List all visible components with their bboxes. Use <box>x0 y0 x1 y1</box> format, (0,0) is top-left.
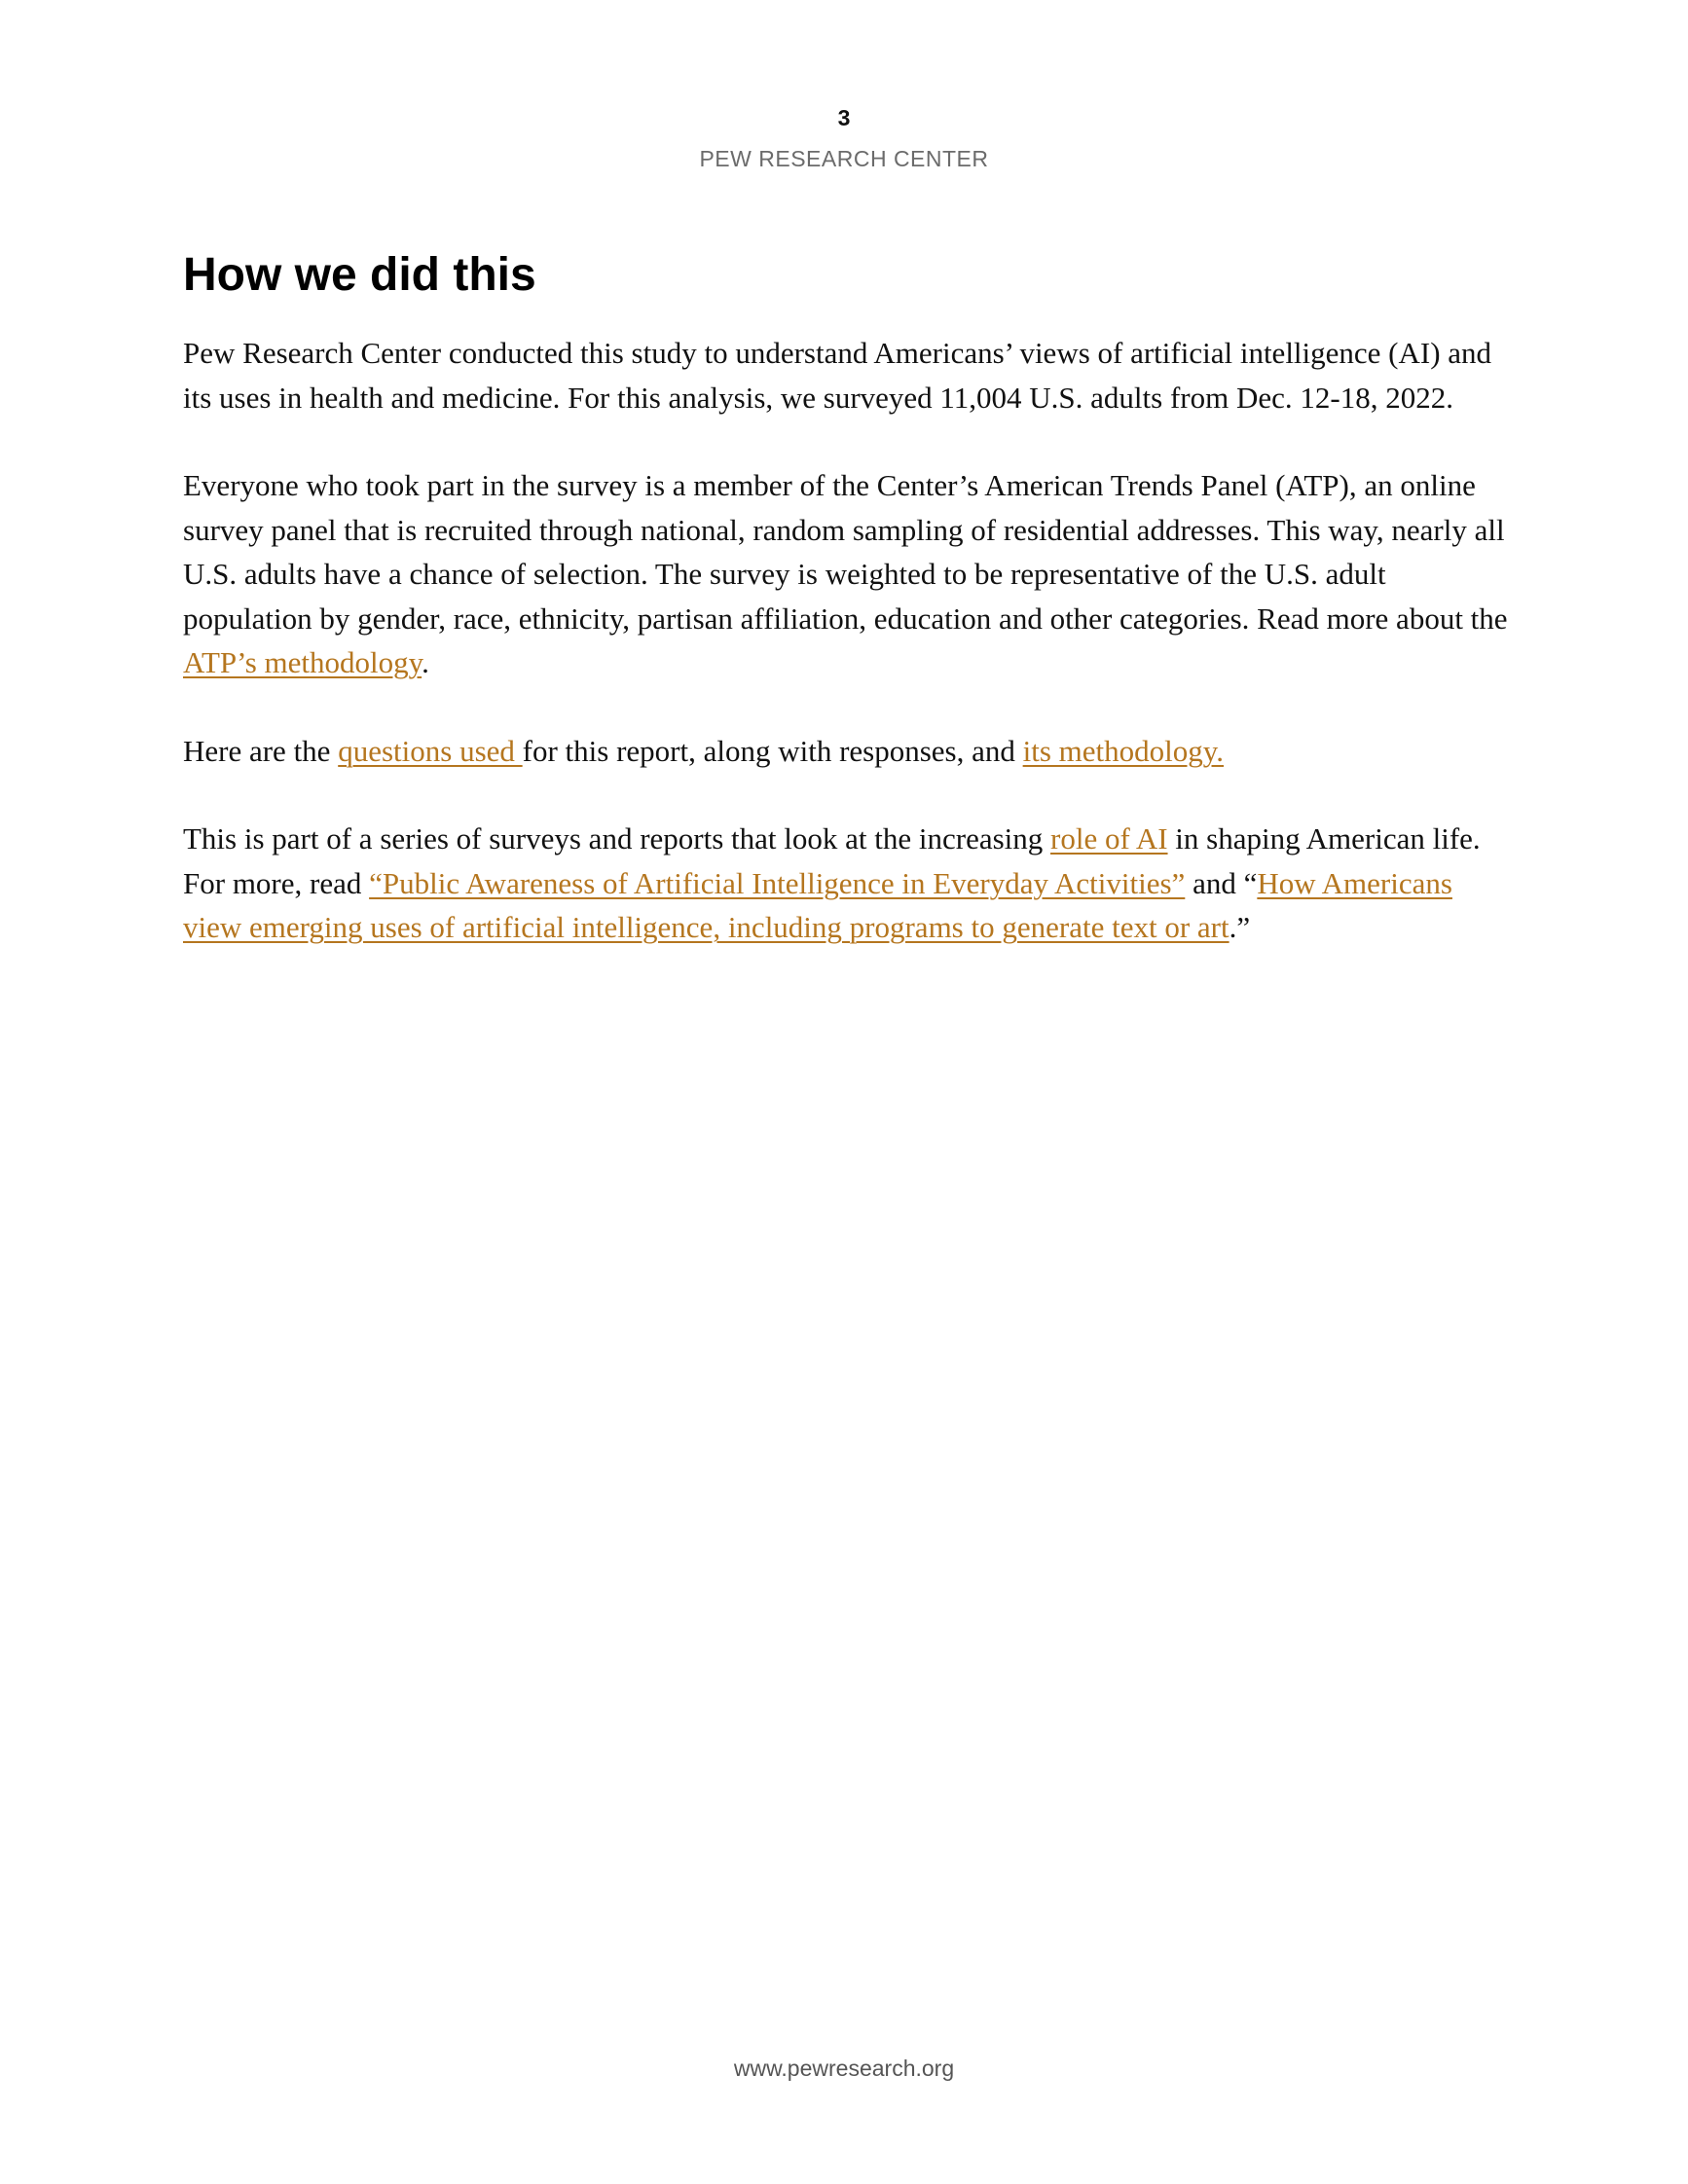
paragraph-text: for this report, along with responses, and <box>522 733 1023 768</box>
emerging-uses-report-link[interactable]: How Americans view emerging uses of artificial intelligence, including programs to generate text or art <box>183 865 1452 944</box>
paragraph-text: Here are the <box>183 733 339 768</box>
section-title: How we did this <box>183 249 536 301</box>
paragraph-series <box>183 817 1517 950</box>
role-of-ai-link[interactable]: role of AI <box>1050 821 1168 855</box>
its-methodology-link[interactable]: its methodology. <box>1022 733 1224 768</box>
paragraph-text: in shaping American life. For more, read <box>183 821 1481 900</box>
paragraph-text: This is part of a series of surveys and reports that look at the increasing <box>183 821 1051 855</box>
paragraph-text: Everyone who took part in the survey is a member of the Center’s American Trends Panel (ATP), an online survey panel that is recruited through national, random sampling of residential addresses. This way, nearly all U.S. adults have a chance of selection. The survey is weighted to be representative of the U.S. adult population by gender, race, ethnicity, partisan affiliation, education and other categories. Read more about the <box>183 468 1508 636</box>
paragraph-text: .” <box>1229 910 1251 944</box>
page-number: 3 <box>837 105 851 130</box>
public-awareness-report-link[interactable]: “Public Awareness of Artificial Intelligence in Everyday Activities” <box>369 865 1186 900</box>
footer-url: www.pewresearch.org <box>733 2056 955 2081</box>
organization-header: PEW RESEARCH CENTER <box>699 146 989 171</box>
paragraph-text: and “ <box>1185 865 1258 900</box>
main-content <box>183 245 1517 994</box>
paragraph-questions <box>183 729 1517 774</box>
questions-used-link[interactable]: questions used <box>338 733 523 768</box>
atp-methodology-link[interactable]: ATP’s methodology <box>183 645 422 679</box>
paragraph-atp-description <box>183 463 1517 685</box>
paragraph-study-overview: Pew Research Center conducted this study to understand Americans’ views of artificial intelligence (AI) and its uses in health and medicine. For this analysis, we surveyed 11,004 U.S. adults from Dec. 12-18, 2022. <box>183 336 1492 415</box>
paragraph-text: . <box>422 645 429 679</box>
